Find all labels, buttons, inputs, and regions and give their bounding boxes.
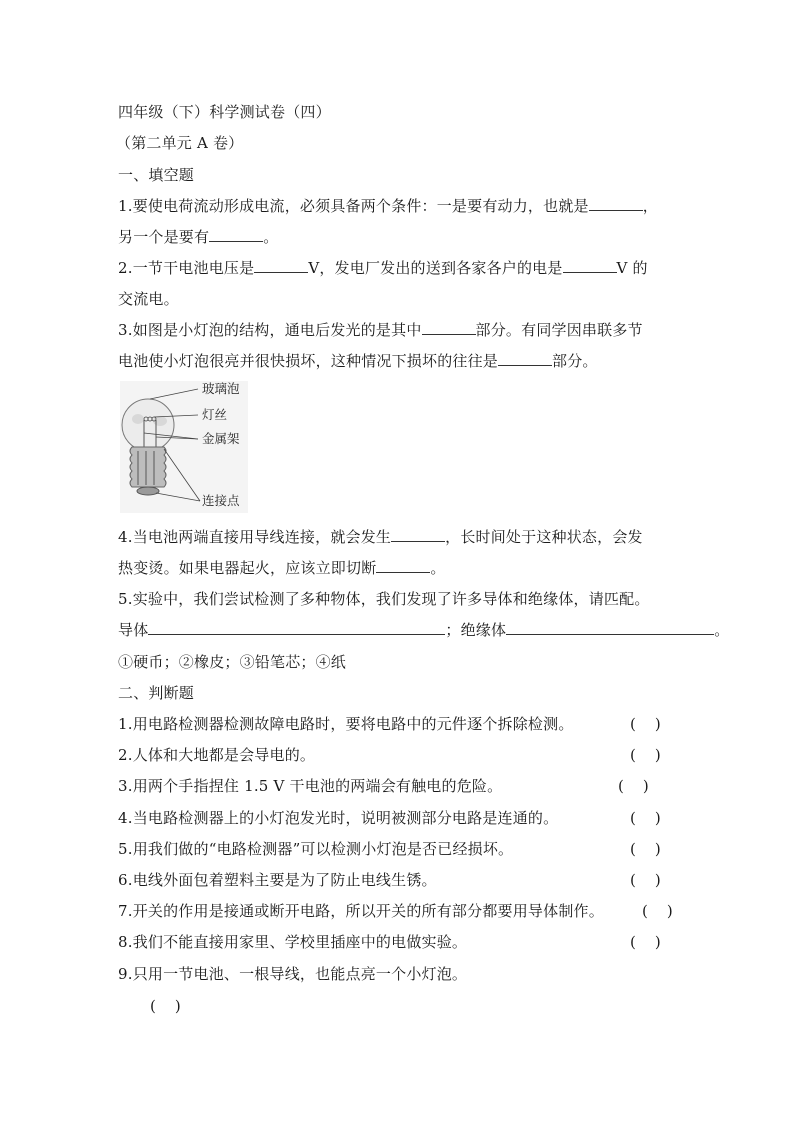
answer-parentheses[interactable]: ( ) [642, 902, 673, 920]
question-5-line-2: 导体 ；绝缘体 。 [118, 621, 730, 639]
light-bulb-diagram [120, 381, 248, 513]
question-3-line-2: 电池使小灯泡很亮并很快损坏，这种情况下损坏的往往是 部分。 [118, 352, 598, 370]
judgment-item-7: 7.开关的作用是接通或断开电路，所以开关的所有部分都要用导体制作。 [118, 902, 604, 920]
section-heading-true-false: 二、判断题 [118, 684, 195, 702]
answer-blank[interactable] [254, 258, 308, 273]
answer-blank[interactable] [563, 258, 617, 273]
question-4-line-2: 热变烫。如果电器起火，应该立即切断 。 [118, 559, 446, 577]
answer-blank[interactable] [209, 227, 263, 242]
judgment-item-1: 1.用电路检测器检测故障电路时，要将电路中的元件逐个拆除检测。 [118, 715, 574, 733]
answer-parentheses[interactable]: ( ) [630, 809, 661, 827]
answer-blank[interactable] [376, 558, 430, 573]
answer-parentheses[interactable]: ( ) [630, 715, 661, 733]
question-5-line-1: 5.实验中，我们尝试检测了多种物体，我们发现了许多导体和绝缘体，请匹配。 [118, 590, 650, 608]
label-connection-point: 连接点 [202, 493, 240, 508]
answer-blank[interactable] [391, 527, 445, 542]
question-1-line-2: 另一个是要有 。 [118, 228, 279, 246]
judgment-item-8: 8.我们不能直接用家里、学校里插座中的电做实验。 [118, 933, 468, 951]
section-heading-fill-blank: 一、填空题 [118, 166, 195, 184]
question-3-line-1: 3.如图是小灯泡的结构，通电后发光的是其中 部分。有同学因串联多节 [118, 321, 643, 339]
answer-parentheses[interactable]: ( ) [630, 871, 661, 889]
question-2-line-1: 2.一节干电池电压是 V，发电厂发出的送到各家各户的电是 V 的 [118, 259, 648, 277]
answer-parentheses[interactable]: ( ) [150, 997, 181, 1015]
answer-parentheses[interactable]: ( ) [618, 777, 649, 795]
judgment-item-5: 5.用我们做的“电路检测器”可以检测小灯泡是否已经损坏。 [118, 840, 514, 858]
judgment-item-9: 9.只用一节电池、一根导线，也能点亮一个小灯泡。 [118, 965, 468, 983]
question-5-options: ①硬币；②橡皮；③铅笔芯；④纸 [118, 653, 347, 671]
label-filament: 灯丝 [202, 407, 228, 422]
answer-parentheses[interactable]: ( ) [630, 933, 661, 951]
question-4-line-1: 4.当电池两端直接用导线连接，就会发生 ，长时间处于这种状态，会发 [118, 528, 643, 546]
label-metal-frame: 金属架 [202, 431, 240, 446]
judgment-item-6: 6.电线外面包着塑料主要是为了防止电线生锈。 [118, 871, 437, 889]
answer-blank[interactable] [422, 320, 476, 335]
answer-blank[interactable] [498, 351, 552, 366]
answer-parentheses[interactable]: ( ) [630, 746, 661, 764]
page-subtitle: （第二单元 A 卷） [116, 134, 244, 152]
answer-parentheses[interactable]: ( ) [630, 840, 661, 858]
answer-blank[interactable] [589, 196, 643, 211]
question-1-line-1: 1.要使电荷流动形成电流，必须具备两个条件：一是要有动力，也就是 ， [118, 197, 658, 215]
judgment-item-4: 4.当电路检测器上的小灯泡发光时，说明被测部分电路是连通的。 [118, 809, 559, 827]
insulator-answer-blank[interactable] [506, 620, 714, 635]
question-2-line-2: 交流电。 [118, 290, 179, 308]
page-title: 四年级（下）科学测试卷（四） [118, 103, 331, 121]
label-glass-bulb: 玻璃泡 [202, 381, 240, 396]
judgment-item-3: 3.用两个手指捏住 1.5 V 干电池的两端会有触电的危险。 [118, 777, 503, 795]
conductor-answer-blank[interactable] [148, 620, 445, 635]
judgment-item-2: 2.人体和大地都是会导电的。 [118, 746, 316, 764]
